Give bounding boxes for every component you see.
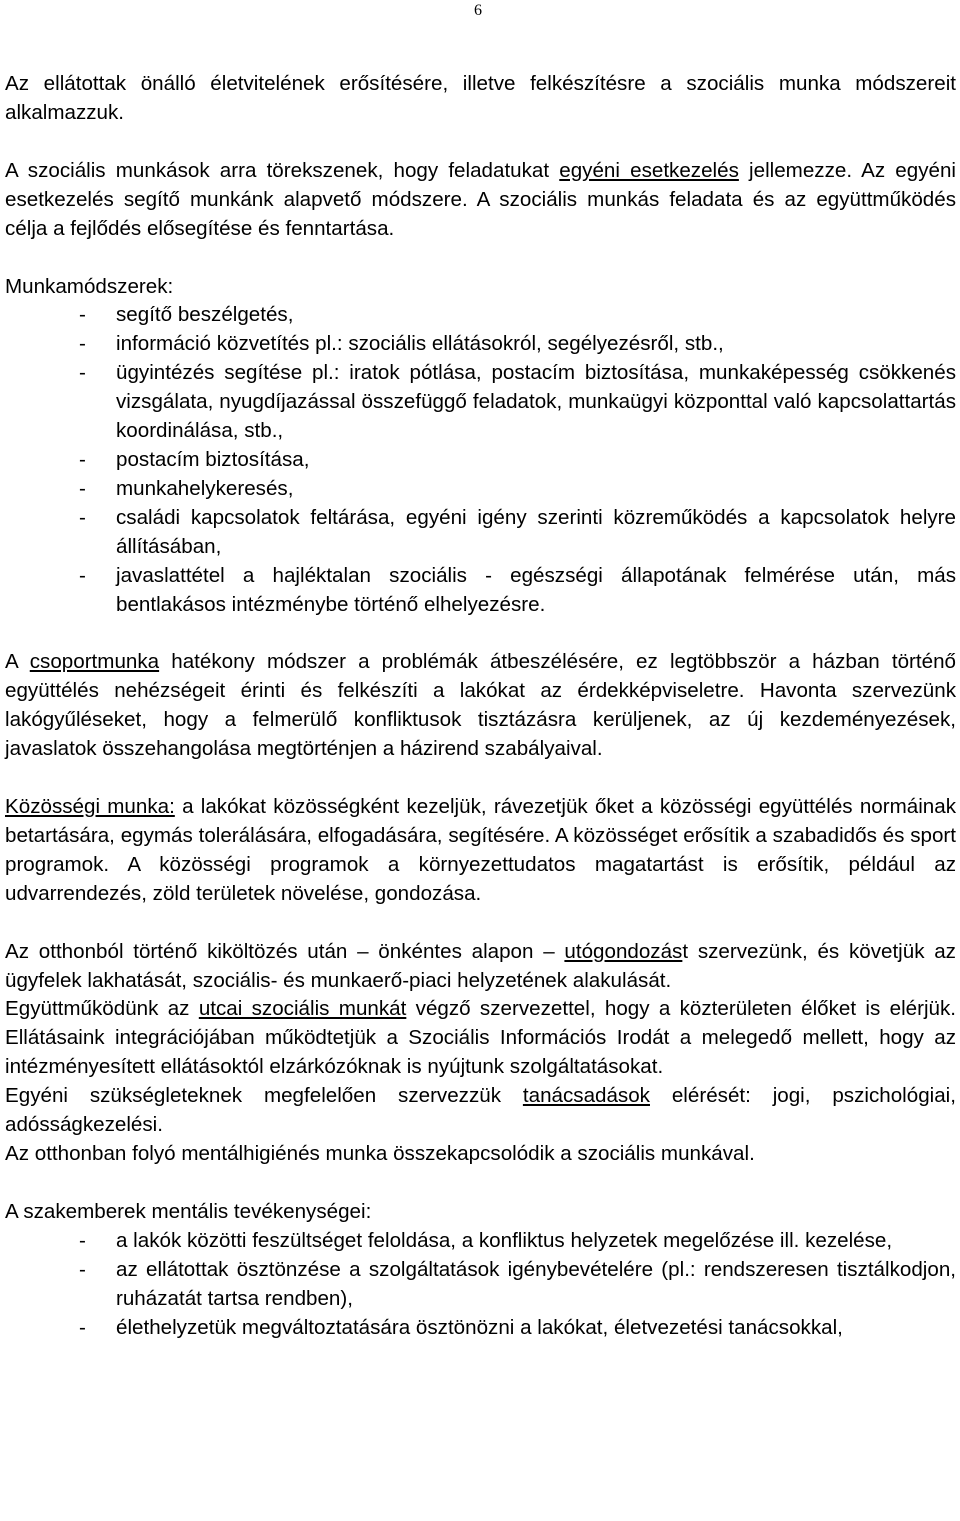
- case-work-text-a: A szociális munkások arra törekszenek, hogy feladatukat: [5, 158, 560, 182]
- community-work-text: a lakókat közösségként kezeljük, rávezetjük őket a közösségi együttélés normáinak betartására, egymás tolerálására, elfogadására, segítésére. A közösséget erősítik a szabadidős és sport programok. A közösségi programok a környezettudatos magatartást is erősítik, például az udvarrendezés, zöld területek növelése, gondozása.: [5, 795, 956, 905]
- document-body: [5, 70, 956, 1342]
- street-work-text-b: végző szervezettel, hogy a közterületen élőket is elérjük. Ellátásaink integrációjában működtetjük a Szociális Információs Irodát a melegedő mellett, hogy az intézményesített ellátásoktól elzárkózóknak is nyújtunk szolgáltatásokat.: [5, 997, 957, 1079]
- paragraph-street-work: [5, 995, 956, 1082]
- counselling-text-b: elérését: jogi, pszichológiai, adósságkezelési.: [5, 1084, 956, 1137]
- counselling-text-a: Egyéni szükségleteknek megfelelően szervezzük: [5, 1084, 523, 1108]
- paragraph-aftercare: [5, 938, 956, 996]
- list-item: - családi kapcsolatok feltárása, egyéni igény szerinti közreműködés a kapcsolatok helyre állításában,: [5, 504, 956, 562]
- paragraph-case-work: [5, 157, 956, 244]
- aftercare-text-b: t szervezünk, és követjük az ügyfelek lakhatását, szociális- és munkaerő-piaci helyzetének alakulását.: [5, 939, 956, 992]
- paragraph-intro: Az ellátottak önálló életvitelének erősítésére, illetve felkészítésre a szociális munka módszereit alkalmazzuk.: [5, 72, 956, 124]
- list-item: - információ közvetítés pl.: szociális ellátásokról, segélyezésről, stb.,: [5, 330, 956, 359]
- list-item: - élethelyzetük megváltoztatására ösztönözni a lakókat, életvezetési tanácsokkal,: [5, 1314, 956, 1343]
- counselling-underlined: tanácsadások: [522, 1084, 650, 1108]
- street-work-underlined: utcai szociális munkát: [198, 997, 407, 1021]
- list-item: - munkahelykeresés,: [5, 475, 956, 504]
- aftercare-text-a: Az otthonból történő kiköltözés után – önkéntes alapon –: [5, 939, 565, 963]
- list-item: - az ellátottak ösztönzése a szolgáltatások igénybevételére (pl.: rendszeresen tisztálkodjon, ruházatát tartsa rendben),: [5, 1256, 956, 1314]
- paragraph-group-work: [5, 648, 956, 764]
- group-work-underlined: csoportmunka: [29, 650, 160, 674]
- paragraph-community-work: [5, 793, 956, 909]
- list-item: - a lakók közötti feszültséget feloldása, a konfliktus helyzetek megelőzése ill. kezelése,: [5, 1227, 956, 1256]
- group-work-text-b: hatékony módszer a problémák átbeszélésére, ez legtöbbször a házban történő együttélés nehézségeit érinti és felkészíti a lakókat az érdekképviseletre. Havonta szervezünk lakógyűléseket, hogy a felmerülő konfliktusok tisztázásra kerüljenek, az új kezdeményezések, javaslatok összehangolása megtörténjen a házirend szabályaival.: [5, 650, 956, 761]
- page-number: 6: [474, 2, 482, 19]
- list-item: - segítő beszélgetés,: [5, 301, 956, 330]
- group-work-text-a: A: [5, 650, 30, 674]
- community-work-underlined: Közösségi munka:: [5, 795, 175, 819]
- paragraph-counselling: [5, 1082, 956, 1140]
- mental-heading: A szakemberek mentális tevékenységei:: [5, 1199, 372, 1223]
- case-work-text-b: jellemezze. Az egyéni esetkezelés segítő munkánk alapvető módszere. A szociális munkás feladata és az együttműködés célja a fejlődés elősegítése és fenntartása.: [5, 158, 956, 240]
- list-item: - postacím biztosítása,: [5, 446, 956, 475]
- paragraph-mental-hygiene: Az otthonban folyó mentálhigiénés munka összekapcsolódik a szociális munkával.: [5, 1142, 755, 1165]
- aftercare-underlined: utógondozás: [564, 939, 683, 963]
- street-work-text-a: Együttműködünk az: [5, 997, 199, 1021]
- case-work-underlined: egyéni esetkezelés: [559, 158, 739, 182]
- list-item: - javaslattétel a hajléktalan szociális - egészségi állapotának felmérése után, más bentlakásos intézménybe történő elhelyezésre.: [5, 562, 956, 620]
- mental-list: [5, 1227, 956, 1343]
- list-item: - ügyintézés segítése pl.: iratok pótlása, postacím biztosítása, munkaképesség csökkenés vizsgálata, nyugdíjazással összefüggő feladatok, munkaügyi központtal való kapcsolattartás koordinálása, stb.,: [5, 359, 956, 446]
- methods-heading: Munkamódszerek:: [5, 274, 174, 298]
- methods-list: [5, 301, 956, 619]
